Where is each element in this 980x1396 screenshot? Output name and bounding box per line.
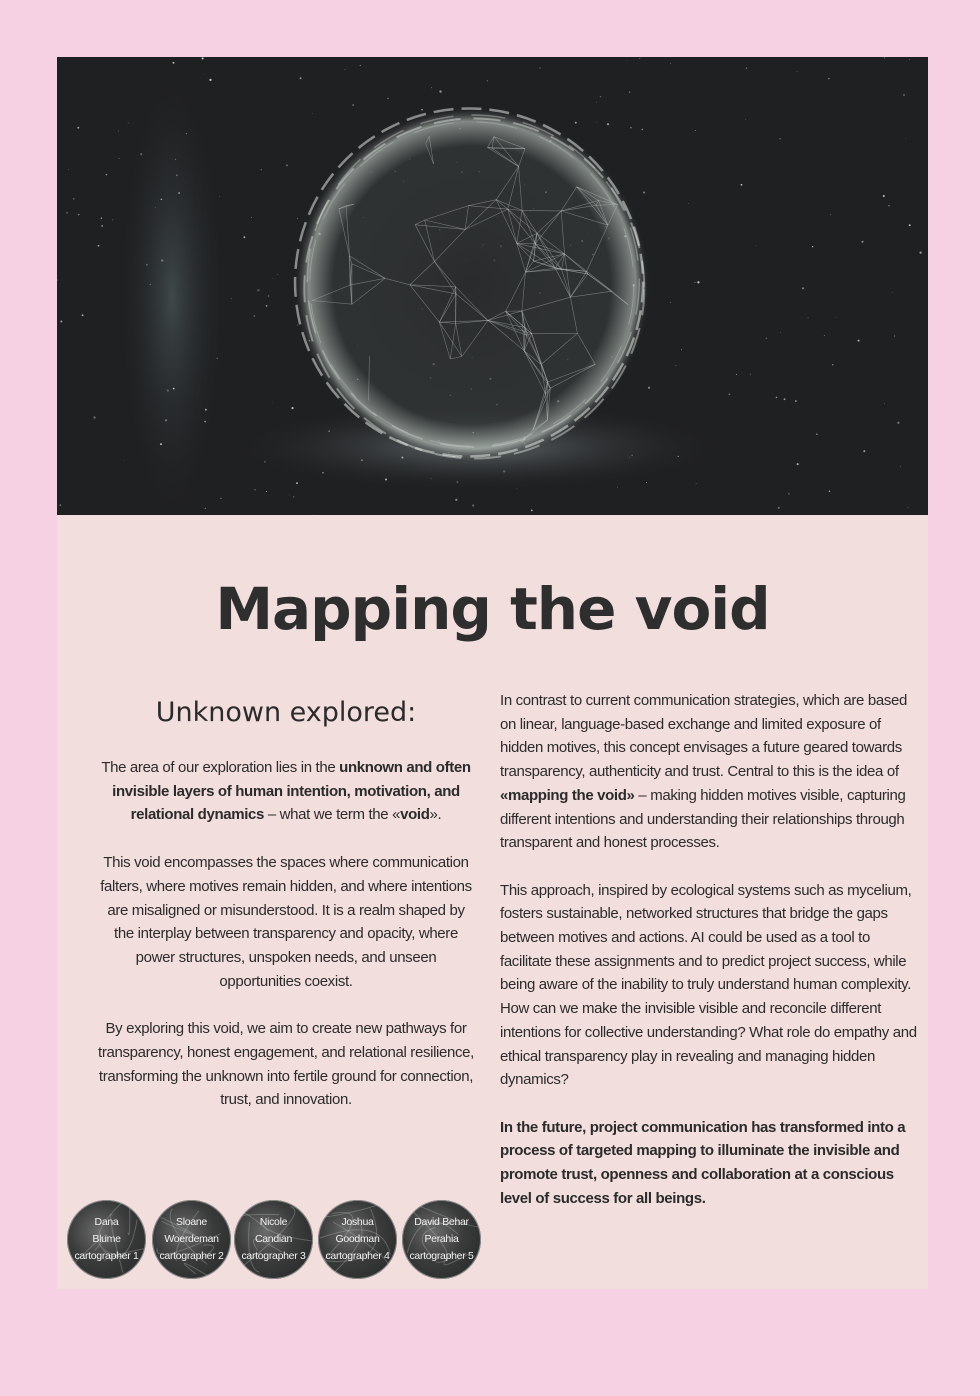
member-first-line: Dana: [94, 1216, 119, 1228]
member-role: cartographer 2: [159, 1250, 224, 1262]
member-second-line: Blume: [92, 1233, 121, 1245]
member-role: cartographer 5: [409, 1250, 474, 1262]
member-first-line: Sloane: [176, 1216, 207, 1228]
team-member-avatar: [318, 1200, 397, 1279]
team-member-avatar: [402, 1200, 481, 1279]
poster: [57, 57, 928, 1289]
future-paragraph: In the future, project communication has transformed into a process of targeted mapping to illuminate the invisible and promote trust, openness and collaboration at a conscious level of success for all beings.: [500, 1118, 906, 1207]
team-member-avatar: [67, 1200, 146, 1279]
member-role: cartographer 3: [241, 1250, 306, 1262]
intro-paragraph: The area of our exploration lies in the unknown and often invisible layers of human intention, motivation, and relational dynamics – what we term the «void».: [101, 759, 471, 824]
member-first-line: Nicole: [259, 1216, 288, 1228]
right-column: [500, 689, 920, 1234]
member-second-line: Perahia: [424, 1233, 459, 1245]
member-first-line: Joshua: [341, 1216, 374, 1228]
void-description-paragraph: This void encompasses the spaces where communication falters, where motives remain hidden, and where intentions are misaligned or misunderstood. It is a realm shaped by the interplay between transparency and opacity, where power structures, unspoken needs, and unseen opportunities coexist.: [100, 854, 472, 990]
member-role: cartographer 4: [325, 1250, 390, 1262]
member-second-line: Candian: [254, 1233, 292, 1245]
network-sphere: [294, 107, 650, 463]
member-second-line: Woerdeman: [164, 1233, 219, 1245]
page-title: Mapping the void: [215, 575, 770, 643]
member-role: cartographer 1: [74, 1250, 139, 1262]
aim-paragraph: By exploring this void, we aim to create new pathways for transparency, honest engagement, and relational resilience, transforming the unknown into fertile ground for connection, trust, and innovation.: [98, 1020, 474, 1109]
approach-paragraph: This approach, inspired by ecological systems such as mycelium, fosters sustainable, networked structures that bridge the gaps between motives and actions. AI could be used as a tool to facilitate these assignments and to predict project success, while being aware of the inability to truly understand human complexity. How can we make the invisible visible and reconcile different intentions for collective understanding? What role do empathy and ethical transparency play in revealing and managing hidden dynamics?: [500, 881, 917, 1089]
hero-image-void-sphere: [57, 57, 928, 515]
team-members: [67, 1200, 497, 1282]
void-sphere-illustration: [57, 57, 928, 515]
concept-paragraph: In contrast to current communication strategies, which are based on linear, language-based exchange and limited exposure of hidden motives, this concept envisages a future geared towards transparency, authenticity and trust. Central to this is the idea of «mapping the void» – making hidden motives visible, capturing different intentions and understanding their relationships through transparent and honest processes.: [500, 692, 907, 852]
team-member-avatar: [152, 1200, 231, 1279]
section-heading: Unknown explored:: [155, 697, 417, 728]
team-member-avatar: [234, 1200, 313, 1279]
member-second-line: Goodman: [335, 1233, 380, 1245]
member-first-line: David Behar: [414, 1216, 469, 1228]
left-column: [97, 697, 475, 1136]
light-beam: [117, 67, 227, 515]
